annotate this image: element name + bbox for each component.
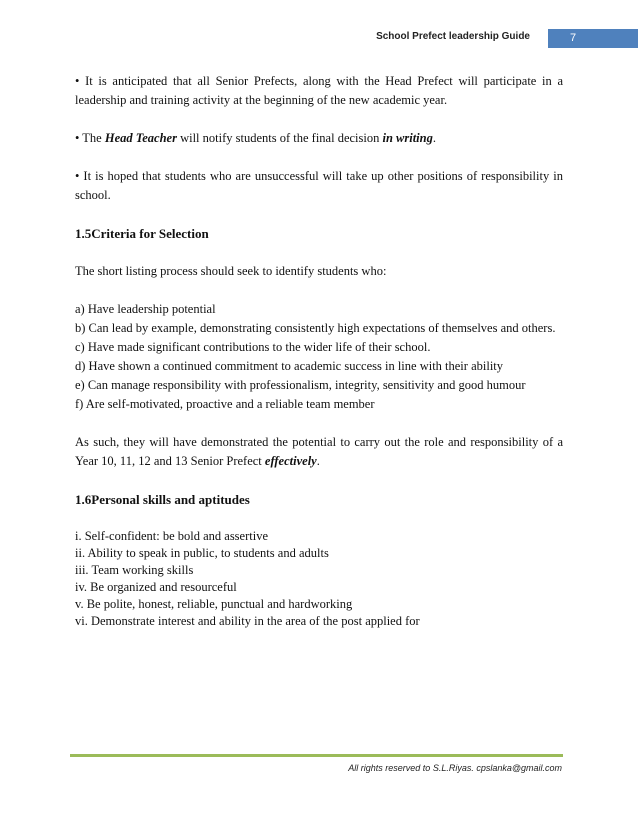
skills-item: iv. Be organized and resourceful — [75, 580, 237, 594]
page-header — [0, 29, 638, 49]
criteria-item: d) Have shown a continued commitment to academic success in line with their ability — [75, 359, 504, 373]
section-heading-criteria: 1.5Criteria for Selection — [75, 226, 209, 241]
criteria-item: f) Are self-motivated, proactive and a reliable team member — [75, 397, 375, 411]
criteria-conclusion — [75, 433, 563, 471]
criteria-item: c) Have made significant contributions to the wider life of their school. — [75, 340, 431, 354]
criteria-item: b) Can lead by example, demonstrating consistently high expectations of themselves and others. — [75, 321, 556, 335]
text-run: • The — [75, 131, 105, 145]
criteria-item: e) Can manage responsibility with professionalism, integrity, sensitivity and good humour — [75, 378, 526, 392]
text-run: As such, they will have demonstrated the potential to carry out the role and responsibility of a Year 10, 11, 12 and 13 Senior Prefect — [75, 435, 563, 468]
skills-item: vi. Demonstrate interest and ability in the area of the post applied for — [75, 614, 420, 628]
criteria-item: a) Have leadership potential — [75, 302, 216, 316]
document-body — [75, 72, 563, 630]
skills-item: v. Be polite, honest, reliable, punctual and hardworking — [75, 597, 353, 611]
footer-copyright: All rights reserved to S.L.Riyas. cpslanka@gmail.com — [348, 763, 562, 773]
paragraph-unsuccessful: • It is hoped that students who are unsuccessful will take up other positions of responsibility in school. — [75, 169, 563, 202]
paragraph-head-teacher — [75, 129, 563, 148]
criteria-intro: The short listing process should seek to identify students who: — [75, 264, 387, 278]
page-number: 7 — [548, 29, 638, 48]
skills-item: i. Self-confident: be bold and assertive — [75, 529, 268, 543]
paragraph-senior-prefects: • It is anticipated that all Senior Prefects, along with the Head Prefect will participate in a leadership and training activity at the beginning of the new academic year. — [75, 74, 563, 107]
emphasis-effectively: effectively — [264, 454, 317, 468]
text-run: will notify students of the final decision — [176, 131, 383, 145]
skills-item: iii. Team working skills — [75, 563, 194, 577]
footer-rule — [70, 754, 563, 757]
section-heading-skills: 1.6Personal skills and aptitudes — [75, 492, 250, 507]
text-run: . — [316, 454, 320, 468]
text-run: . — [432, 131, 436, 145]
emphasis-head-teacher: Head Teacher — [104, 131, 177, 145]
skills-item: ii. Ability to speak in public, to students and adults — [75, 546, 329, 560]
emphasis-in-writing: in writing — [382, 131, 433, 145]
header-title: School Prefect leadership Guide — [376, 31, 530, 42]
